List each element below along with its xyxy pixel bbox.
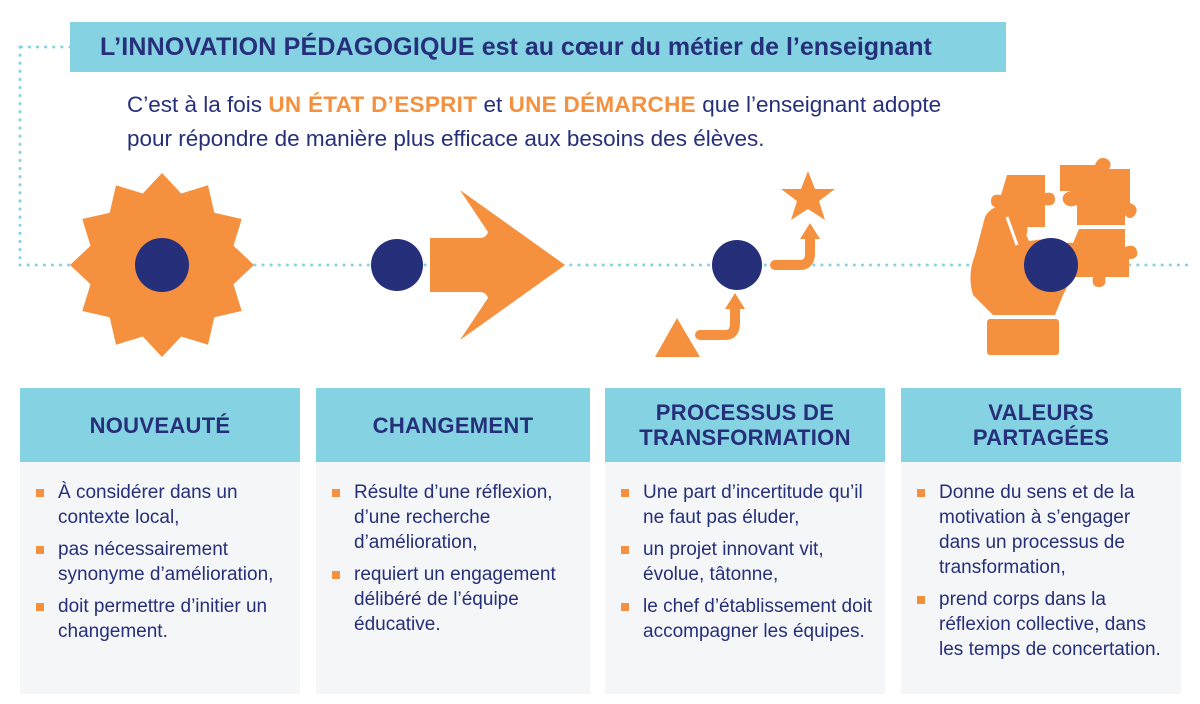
list-item [917, 480, 1173, 580]
card-title-line: PROCESSUS DE [655, 400, 835, 425]
card-body-valeurs [901, 462, 1181, 694]
triangle-star-steps-icon [650, 165, 850, 365]
card-title-line: VALEURS [988, 400, 1094, 425]
card-title [639, 400, 851, 450]
intro-highlight-demarche: UNE DÉMARCHE [508, 92, 696, 117]
intro-text [127, 88, 987, 156]
bullet-square-icon [36, 546, 44, 554]
bullet-square-icon [332, 571, 340, 579]
bullet-list [332, 480, 582, 644]
card-title-line: PARTAGÉES [972, 425, 1110, 450]
list-item [621, 537, 877, 587]
card-title [973, 400, 1109, 450]
arrow-icon [360, 190, 590, 350]
bullet-text: requiert un engagement délibéré de l’équipe éducative. [354, 564, 556, 635]
card-body-processus [605, 462, 885, 694]
gear-icon [62, 165, 262, 365]
list-item [332, 562, 582, 637]
intro-part3: que l’enseignant adopte pour répondre de manière plus efficace aux besoins des élèves. [127, 92, 942, 151]
card-title [90, 413, 231, 438]
card-title-line: NOUVEAUTÉ [89, 412, 231, 438]
bullet-list [917, 480, 1173, 669]
bullet-text: pas nécessairement synonyme d’amélioration, [58, 539, 274, 585]
bullet-square-icon [36, 489, 44, 497]
page-title [70, 22, 1006, 72]
bullet-text: Donne du sens et de la motivation à s’engager dans un processus de transformation, [939, 482, 1135, 578]
list-item [917, 587, 1173, 662]
bullet-square-icon [917, 489, 925, 497]
bullet-text: prend corps dans la réflexion collective, dans les temps de concertation. [939, 589, 1161, 660]
card-title [373, 413, 534, 438]
bullet-square-icon [621, 489, 629, 497]
card-body-changement [316, 462, 590, 694]
intro-highlight-etat-esprit: UN ÉTAT D’ESPRIT [268, 92, 478, 117]
list-item [621, 594, 877, 644]
bullet-square-icon [332, 489, 340, 497]
title-strong: L’INNOVATION PÉDAGOGIQUE [100, 32, 475, 61]
bullet-text: doit permettre d’initier un changement. [58, 596, 268, 642]
intro-part2: et [477, 92, 509, 117]
intro-part1: C’est à la fois [127, 92, 269, 117]
title-rest: est au cœur du métier de l’enseignant [481, 32, 932, 61]
bullet-square-icon [36, 603, 44, 611]
bullet-square-icon [621, 603, 629, 611]
list-item [36, 480, 292, 530]
bullet-square-icon [917, 596, 925, 604]
list-item [332, 480, 582, 555]
list-item [36, 594, 292, 644]
list-item [621, 480, 877, 530]
bullet-text: Une part d’incertitude qu’il ne faut pas éluder, [643, 482, 863, 528]
bullet-square-icon [621, 546, 629, 554]
bullet-text: Résulte d’une réflexion, d’une recherche d’amélioration, [354, 482, 553, 553]
bullet-list [621, 480, 877, 651]
hand-puzzle-icon [945, 155, 1145, 365]
bullet-text: le chef d’établissement doit accompagner les équipes. [643, 596, 873, 642]
card-header-processus [605, 388, 885, 462]
bullet-text: un projet innovant vit, évolue, tâtonne, [643, 539, 824, 585]
card-body-nouveaute [20, 462, 300, 694]
list-item [36, 537, 292, 587]
card-header-changement [316, 388, 590, 462]
card-title-line: TRANSFORMATION [639, 425, 851, 450]
card-title-line: CHANGEMENT [372, 412, 534, 438]
bullet-list [36, 480, 292, 651]
card-header-nouveaute [20, 388, 300, 462]
bullet-text: À considérer dans un contexte local, [58, 482, 238, 528]
card-header-valeurs [901, 388, 1181, 462]
